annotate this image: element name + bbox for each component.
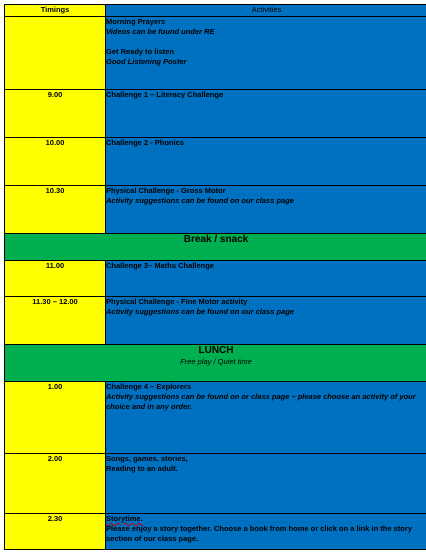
activity-line: Songs, games, stories,	[106, 454, 188, 463]
activity-cell	[106, 382, 426, 454]
storytime-body: Please enjoy a story together. Choose a book from home or click on a link in the story section of our class page.	[106, 524, 412, 543]
activity-cell	[106, 90, 426, 138]
header-timings: Timings	[5, 5, 106, 17]
get-ready-note: Good Listening Poster	[106, 57, 187, 66]
lunch-banner	[5, 345, 426, 382]
activity-cell	[106, 138, 426, 186]
time-cell: 9.00	[5, 90, 106, 138]
row-1-00	[5, 382, 426, 454]
header-row	[5, 5, 426, 17]
break-title: Break / snack	[183, 234, 249, 245]
activity-cell	[106, 261, 426, 297]
row-2-00	[5, 454, 426, 514]
lunch-title: LUNCH	[198, 345, 234, 356]
activity-title: Physical Challenge - Fine Motor activity	[106, 297, 248, 306]
time-cell: 1.00	[5, 382, 106, 454]
storytime-title: Storytime.	[106, 514, 143, 523]
row-11-00	[5, 261, 426, 297]
row-2-30	[5, 514, 426, 550]
morning-prayers-label: Morning Prayers	[106, 17, 166, 26]
activity-title: Physical Challenge - Gross Motor	[106, 186, 226, 195]
activity-title: Challenge 1 – Literacy Challenge	[106, 90, 224, 99]
row-10-30	[5, 186, 426, 234]
activity-note: Activity suggestions can be found on or class page – please choose an activity of your choice and in any order.	[106, 392, 416, 411]
activity-note: Activity suggestions can be found on our class page	[106, 196, 294, 205]
time-cell: 11.30 – 12.00	[5, 297, 106, 345]
row-11-30	[5, 297, 426, 345]
activity-title: Challenge 4 – Explorers	[106, 382, 192, 391]
break-banner	[5, 234, 426, 261]
row-9-00	[5, 90, 426, 138]
activity-title: Challenge 3– Maths Challenge	[106, 261, 214, 270]
activity-cell	[106, 297, 426, 345]
time-cell: 10.30	[5, 186, 106, 234]
time-cell: 10.00	[5, 138, 106, 186]
activity-cell	[106, 454, 426, 514]
get-ready-label: Get Ready to listen	[106, 47, 174, 56]
time-cell: 2.30	[5, 514, 106, 550]
row-morning	[5, 17, 426, 90]
activity-cell	[106, 514, 426, 550]
row-10-00	[5, 138, 426, 186]
activity-line: Reading to an adult.	[106, 464, 178, 473]
row-break	[5, 234, 426, 261]
activity-title: Challenge 2 - Phonics	[106, 138, 184, 147]
activity-cell	[106, 186, 426, 234]
time-cell: 2.00	[5, 454, 106, 514]
morning-prayers-note: Videos can be found under RE	[106, 27, 215, 36]
time-cell-morning	[5, 17, 106, 90]
header-activities: Activities	[106, 5, 426, 17]
timetable	[4, 4, 426, 550]
row-lunch	[5, 345, 426, 382]
activity-note: Activity suggestions can be found on our class page	[106, 307, 294, 316]
activity-cell-morning	[106, 17, 426, 90]
lunch-note: Free play / Quiet time	[180, 357, 252, 366]
time-cell: 11.00	[5, 261, 106, 297]
